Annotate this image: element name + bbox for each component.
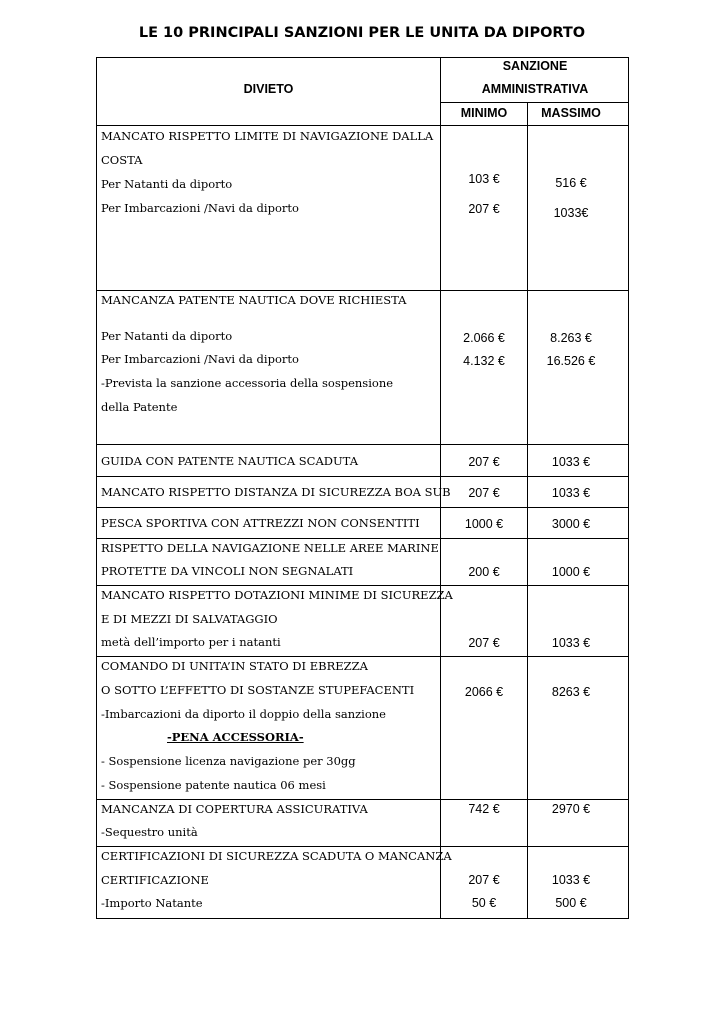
row-text: CERTIFICAZIONI DI SICUREZZA SCADUTA O MANCANZA bbox=[101, 849, 452, 863]
row-divider bbox=[97, 656, 628, 657]
min-value: 207 € bbox=[468, 636, 500, 650]
row-divider bbox=[97, 290, 628, 291]
min-value: 200 € bbox=[468, 565, 500, 579]
pena-accessoria-heading: -PENA ACCESSORIA- bbox=[167, 730, 304, 744]
row-divider bbox=[97, 125, 628, 126]
row-text: MANCATO RISPETTO DISTANZA DI SICUREZZA BOA SUB bbox=[101, 485, 451, 499]
max-value: 1033 € bbox=[551, 455, 591, 469]
min-value: 2.066 € bbox=[463, 331, 505, 345]
header-massimo: MASSIMO bbox=[541, 106, 601, 120]
sanctions-table bbox=[96, 57, 629, 919]
row-text: PESCA SPORTIVA CON ATTREZZI NON CONSENTITI bbox=[101, 516, 420, 530]
max-value: 16.526 € bbox=[546, 354, 596, 368]
column-divider bbox=[527, 103, 528, 918]
max-value: 2970 € bbox=[551, 802, 591, 816]
header-divieto: DIVIETO bbox=[243, 82, 294, 96]
min-value: 1000 € bbox=[464, 517, 504, 531]
row-text: RISPETTO DELLA NAVIGAZIONE NELLE AREE MARINE bbox=[101, 541, 439, 555]
min-value: 4.132 € bbox=[463, 354, 505, 368]
row-text: E DI MEZZI DI SALVATAGGIO bbox=[101, 612, 278, 626]
max-value: 8263 € bbox=[551, 685, 591, 699]
header-sanzione: SANZIONE bbox=[502, 59, 568, 73]
row-text: COMANDO DI UNITA’IN STATO DI EBREZZA bbox=[101, 659, 368, 673]
min-value: 742 € bbox=[468, 802, 500, 816]
row-text: Per Natanti da diporto bbox=[101, 177, 233, 191]
max-value: 500 € bbox=[555, 896, 587, 910]
row-text: metà dell’importo per i natanti bbox=[101, 635, 281, 649]
row-text: - Sospensione patente nautica 06 mesi bbox=[101, 778, 326, 792]
row-text: - Sospensione licenza navigazione per 30gg bbox=[101, 754, 356, 768]
row-divider bbox=[97, 799, 628, 800]
row-text: -Prevista la sanzione accessoria della sospensione bbox=[101, 376, 394, 390]
row-divider bbox=[97, 585, 628, 586]
row-text: Per Natanti da diporto bbox=[101, 329, 233, 343]
min-value: 207 € bbox=[468, 486, 500, 500]
max-value: 1000 € bbox=[551, 565, 591, 579]
max-value: 1033 € bbox=[551, 873, 591, 887]
min-value: 207 € bbox=[468, 873, 500, 887]
min-value: 50 € bbox=[471, 896, 497, 910]
row-text: MANCANZA PATENTE NAUTICA DOVE RICHIESTA bbox=[101, 293, 407, 307]
row-text: -Sequestro unità bbox=[101, 825, 198, 839]
max-value: 1033 € bbox=[551, 636, 591, 650]
row-text: MANCATO RISPETTO LIMITE DI NAVIGAZIONE DALLA bbox=[101, 129, 434, 143]
max-value: 1033 € bbox=[551, 486, 591, 500]
min-value: 207 € bbox=[468, 202, 500, 216]
row-text: MANCATO RISPETTO DOTAZIONI MINIME DI SICUREZZA bbox=[101, 588, 453, 602]
max-value: 1033€ bbox=[553, 206, 589, 220]
row-text: O SOTTO L’EFFETTO DI SOSTANZE STUPEFACENTI bbox=[101, 683, 415, 697]
row-text: CERTIFICAZIONE bbox=[101, 873, 209, 887]
page-title: LE 10 PRINCIPALI SANZIONI PER LE UNITA DA DIPORTO bbox=[138, 25, 586, 41]
row-text: -Imbarcazioni da diporto il doppio della sanzione bbox=[101, 707, 386, 721]
max-value: 516 € bbox=[555, 176, 587, 190]
min-value: 103 € bbox=[468, 172, 500, 186]
row-divider bbox=[97, 444, 628, 445]
row-divider bbox=[97, 846, 628, 847]
row-text: PROTETTE DA VINCOLI NON SEGNALATI bbox=[101, 564, 354, 578]
header-amministrativa: AMMINISTRATIVA bbox=[481, 82, 589, 96]
row-text: Per Imbarcazioni /Navi da diporto bbox=[101, 201, 299, 215]
row-divider bbox=[97, 538, 628, 539]
row-text: -Importo Natante bbox=[101, 896, 203, 910]
min-value: 207 € bbox=[468, 455, 500, 469]
header-minimo: MINIMO bbox=[460, 106, 508, 120]
max-value: 8.263 € bbox=[550, 331, 592, 345]
row-divider bbox=[97, 476, 628, 477]
row-divider bbox=[441, 102, 628, 103]
row-text: della Patente bbox=[101, 400, 178, 414]
max-value: 3000 € bbox=[551, 517, 591, 531]
row-text: COSTA bbox=[101, 153, 143, 167]
row-text: Per Imbarcazioni /Navi da diporto bbox=[101, 352, 299, 366]
row-divider bbox=[97, 507, 628, 508]
min-value: 2066 € bbox=[464, 685, 504, 699]
row-text: GUIDA CON PATENTE NAUTICA SCADUTA bbox=[101, 454, 359, 468]
row-text: MANCANZA DI COPERTURA ASSICURATIVA bbox=[101, 802, 368, 816]
